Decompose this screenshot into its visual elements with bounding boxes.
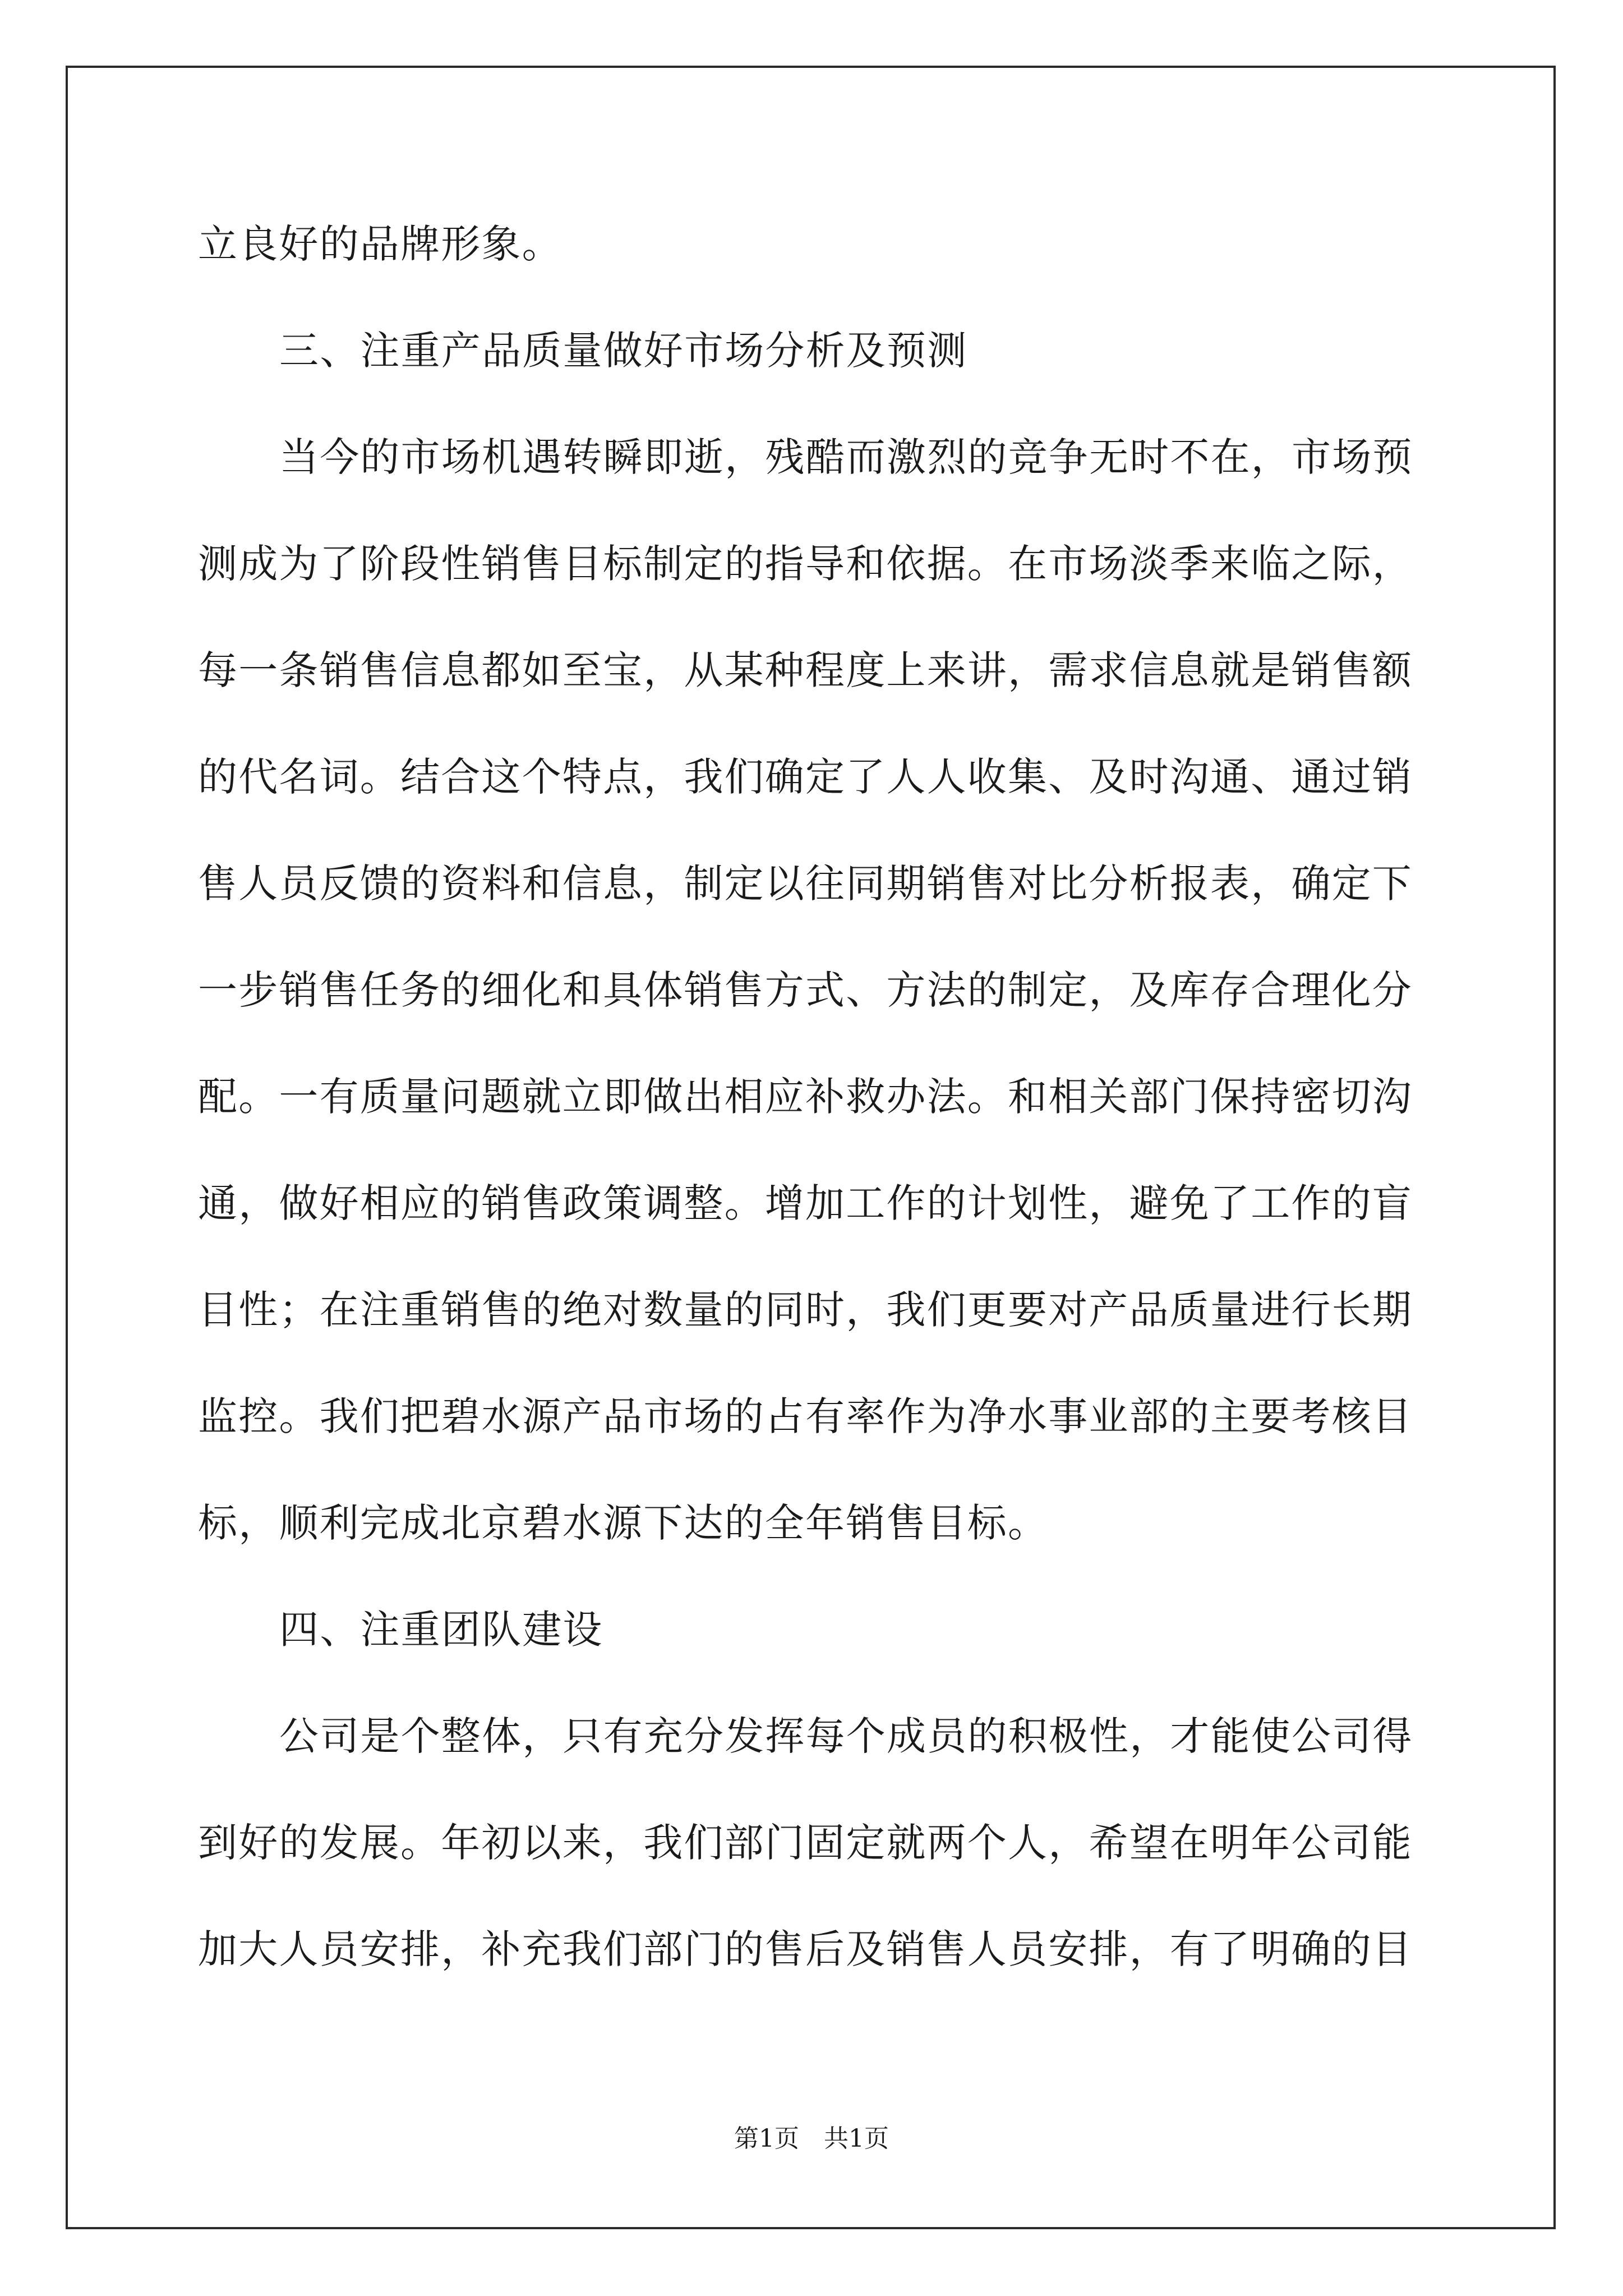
body-line: 配。一有质量问题就立即做出相应补救办法。和相关部门保持密切沟 [198,1074,1413,1120]
body-line: 一步销售任务的细化和具体销售方式、方法的制定，及库存合理化分 [198,967,1413,1013]
section-heading: 三、注重产品质量做好市场分析及预测 [279,328,968,374]
body-line: 售人员反馈的资料和信息，制定以往同期销售对比分析报表，确定下 [198,861,1413,907]
body-line: 公司是个整体，只有充分发挥每个成员的积极性，才能使公司得 [279,1713,1413,1759]
body-line: 测成为了阶段性销售目标制定的指导和依据。在市场淡季来临之际， [198,541,1413,587]
body-line: 当今的市场机遇转瞬即逝，残酷而激烈的竞争无时不在，市场预 [279,434,1413,480]
body-line: 到好的发展。年初以来，我们部门固定就两个人，希望在明年公司能 [198,1820,1413,1866]
body-line: 目性；在注重销售的绝对数量的同时，我们更要对产品质量进行长期 [198,1287,1413,1333]
body-line: 加大人员安排，补充我们部门的售后及销售人员安排，有了明确的目 [198,1926,1413,1972]
page-footer: 第1页 共1页 [734,2124,889,2153]
body-line: 标，顺利完成北京碧水源下达的全年销售目标。 [198,1500,1049,1546]
document-body [198,191,1433,2003]
section-heading: 四、注重团队建设 [279,1607,603,1653]
body-line: 的代名词。结合这个特点，我们确定了人人收集、及时沟通、通过销 [198,754,1413,800]
body-line: 立良好的品牌形象。 [198,221,562,267]
body-line: 每一条销售信息都如至宝，从某种程度上来讲，需求信息就是销售额 [198,647,1413,693]
body-line: 通，做好相应的销售政策调整。增加工作的计划性，避免了工作的盲 [198,1180,1413,1226]
body-line: 监控。我们把碧水源产品市场的占有率作为净水事业部的主要考核目 [198,1393,1413,1439]
